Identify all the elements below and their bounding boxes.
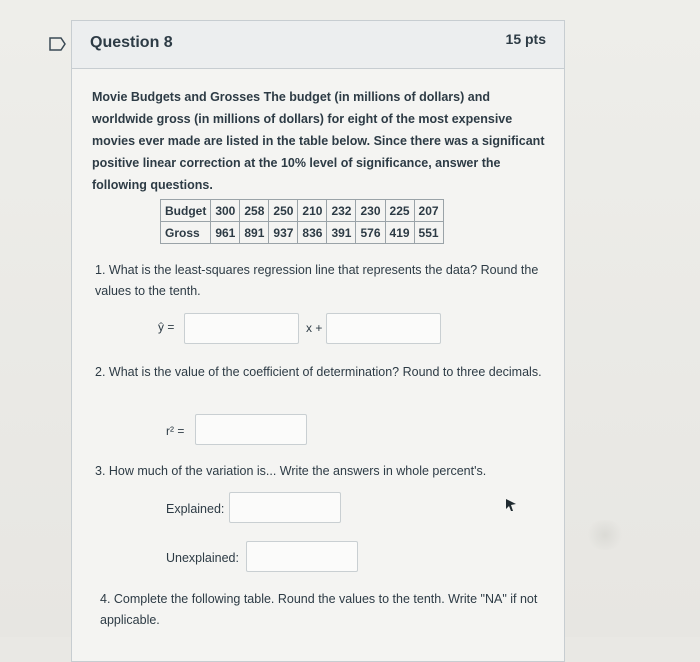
q3-text: 3. How much of the variation is... Write the answers in whole percent's. — [95, 464, 487, 478]
explained-label: Explained: — [166, 502, 225, 516]
r-squared-input[interactable] — [195, 414, 307, 445]
explained-input[interactable] — [229, 492, 341, 523]
intro-text: The budget (in millions of dollars) and worldwide gross (in millions of dollars) for eight of the most expensive movies ever made are listed in the table below. Since there was a significant positive linear correction at the 10% level of significance, answer the following questions. — [92, 90, 545, 192]
table-cell: 391 — [327, 222, 356, 244]
slope-input[interactable] — [184, 313, 299, 344]
unexplained-input[interactable] — [246, 541, 358, 572]
table-cell: 225 — [385, 200, 414, 222]
table-cell: 210 — [298, 200, 327, 222]
table-cell: 576 — [356, 222, 385, 244]
table-row — [161, 222, 444, 244]
table-cell: 836 — [298, 222, 327, 244]
table-cell: 258 — [240, 200, 269, 222]
x-plus-label: x + — [306, 321, 323, 335]
data-table — [160, 199, 444, 244]
question-title: Question 8 — [90, 34, 173, 51]
table-cell: 250 — [269, 200, 298, 222]
table-cell: 207 — [414, 200, 443, 222]
table-cell: 300 — [211, 200, 240, 222]
intro-heading: Movie Budgets and Grosses — [92, 90, 261, 104]
q4-text: 4. Complete the following table. Round the values to the tenth. Write "NA" if not applicable. — [100, 592, 538, 627]
screen-glare — [585, 520, 625, 550]
r-squared-label: r² = — [166, 424, 185, 438]
q2-text: 2. What is the value of the coefficient of determination? Round to three decimals. — [95, 365, 542, 379]
yhat-label: ŷ = — [158, 320, 175, 334]
table-cell: 551 — [414, 222, 443, 244]
question-header — [72, 21, 564, 69]
table-cell: 891 — [240, 222, 269, 244]
question-points: 15 pts — [505, 31, 546, 47]
table-cell: 230 — [356, 200, 385, 222]
table-cell: 419 — [385, 222, 414, 244]
unexplained-label: Unexplained: — [166, 551, 239, 565]
row-header: Gross — [161, 222, 211, 244]
mouse-cursor-icon — [505, 498, 517, 512]
table-cell: 937 — [269, 222, 298, 244]
flag-question-icon[interactable] — [49, 37, 67, 51]
table-cell: 961 — [211, 222, 240, 244]
question-intro — [92, 86, 550, 196]
intercept-input[interactable] — [326, 313, 441, 344]
table-row — [161, 200, 444, 222]
q1-text: 1. What is the least-squares regression line that represents the data? Round the values to the tenth. — [95, 263, 539, 298]
table-cell: 232 — [327, 200, 356, 222]
row-header: Budget — [161, 200, 211, 222]
